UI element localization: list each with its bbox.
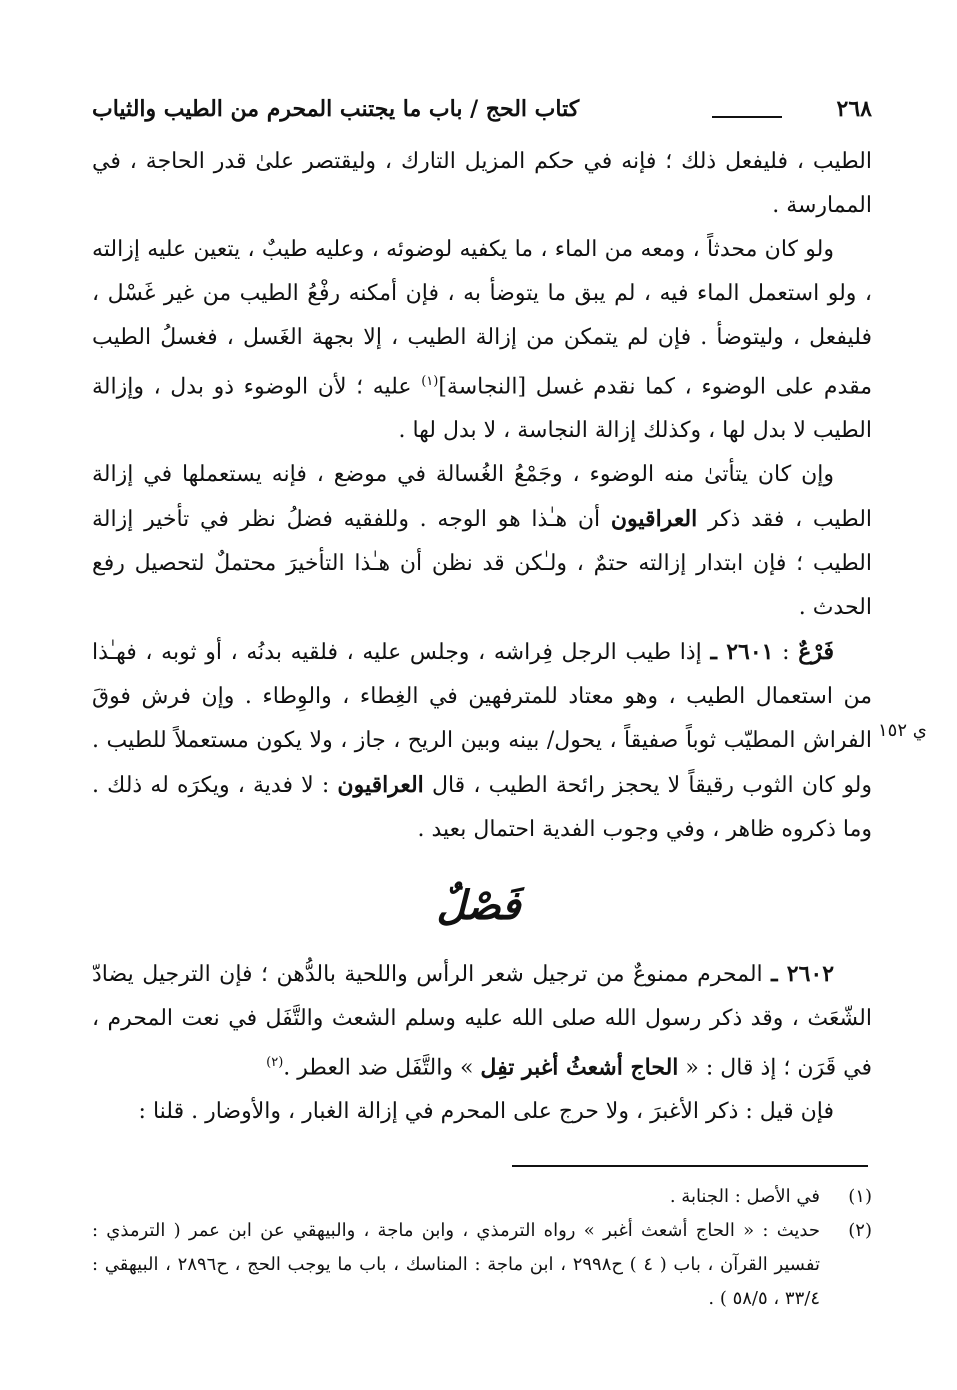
paragraph-text: : لا فدية ، ويكرَه له ذلك . وما ذكروه ظاهر ، وفي وجوب الفدية احتمال بعيد . [92, 773, 872, 843]
hadith-text: الحاج أشعثُ أغبر تفِل [480, 1054, 679, 1081]
margin-note: ي ١٥٢ [878, 720, 927, 741]
footnote-text: حديث : « الحاج أشعث أغبر » رواه الترمذي ، وابن ماجة ، والبيهقي عن ابن عمر ( الترمذي : تفسير القرآن ، باب ( ٤ ) ح٢٩٩٨ ، ابن ماجة : المناسك ، باب ما يوجب الحج ، ح٢٨٩٦ ، البيهقي : ٣٣/٤ ، ٥٨/٥ ) . [92, 1220, 820, 1309]
paragraph-text: أن هـٰذا هو الوجه . وللفقيه فضلُ نظر في تأخير إزالة الطيب ؛ فإن ابتدار إزالته حتمٌ ، ولـٰكن قد نظن أن هـٰذا التأخيرَ محتملٌ لتحصيل رفع الحدث . [92, 507, 872, 621]
section-text [92, 952, 872, 1134]
issue-number: ٢٦٠٢ ـ [771, 961, 835, 987]
footnote-rule [512, 1165, 868, 1167]
footnote [92, 1180, 872, 1214]
footnote-number: (٢) [848, 1220, 872, 1241]
paragraph-text: » والتَّفَل ضد العطر . [283, 1055, 474, 1081]
bold-term: العراقيون [610, 506, 698, 533]
paragraph: فإن قيل : ذكر الأغبرَ ، ولا حرج على المحرم في إزالة الغبار ، والأوضار . قلنا : [138, 1099, 834, 1125]
footnote [92, 1214, 872, 1316]
paragraph [92, 952, 872, 1090]
bold-term: العراقيون [337, 772, 424, 799]
footnote-ref: (١) [421, 374, 439, 389]
page-number: ٢٦٨ [836, 96, 872, 122]
issue-number: ٢٦٠١ ـ [710, 639, 774, 666]
footnote-number: (١) [848, 1186, 872, 1207]
far-paragraph: فَرْعٌ : ٢٦٠١ ـ إذا طيب الرجل فِراشه ، وجلس عليه ، فلقيه بدنُه ، أو ثوبه ، فهـٰذا من استعمال الطيب ، وهو معتاد للمترفهين في الغِطاء ، والوِطاء . وإن فرش فوقَ الفراش المطيّب ثوباً صفيقاً ، يحول/ بينه وبين الريح ، جاز ، ولا يكون مستعملاً للطيب . ولو كان الثوب رقيقاً لا يحجز رائحة الطيب ، قال العراقيون : لا فدية ، ويكرَه له ذلك . وما ذكروه ظاهر ، وفي وجوب الفدية احتمال بعيد . [92, 639, 873, 843]
paragraph-text: المحرم ممنوعٌ من ترجيل شعر الرأس واللحية بالدُّهن ؛ فإن الترجيل يضادّ الشّعَث ، وقد ذكر رسول الله صلى الله عليه وسلم الشعث والتَّفَل في نعت المحرم ، في قَرَن ؛ إذ قال : « [92, 962, 872, 1081]
paragraph: الطيب ، فليفعل ذلك ؛ فإنه في حكم المزيل التارك ، وليقتصر علىٰ قدر الحاجة ، في الممارسة . [92, 149, 872, 218]
page-header [92, 92, 872, 132]
footnotes [92, 1180, 872, 1316]
far-label: فَرْعٌ [798, 639, 834, 666]
paragraph-text: وإن كان يتأتىٰ منه الوضوء ، وجَمْعُ الغُسالة في موضع ، فإنه يستعملها في إزالة الطيب ، فقد ذكر [92, 462, 873, 533]
footnote-text: في الأصل : الجنابة . [669, 1186, 820, 1207]
running-title: كتاب الحج / باب ما يجتنب المحرم من الطيب والثياب [92, 96, 580, 122]
main-text [92, 140, 872, 852]
header-rule [712, 116, 782, 118]
paragraph-text: عليه ؛ لأن الوضوء ذو بدل ، وإزالة الطيب لا بدل لها ، وكذلك إزالة النجاسة ، لا بدل لها . [92, 374, 872, 444]
paragraph [92, 228, 872, 453]
section-title: فَصْلٌ [436, 882, 521, 929]
footnote-ref: (٢) [266, 1055, 284, 1070]
paragraph-text: إذا طيب الرجل فِراشه ، وجلس عليه ، فلقيه بدنُه ، أو ثوبه ، فهـٰذا من استعمال الطيب ، وهو معتاد للمترفهين في الغِطاء ، والوِطاء . وإن فرش فوقَ الفراش المطيّب ثوباً صفيقاً ، يحول/ بينه وبين الريح ، جاز ، ولا يكون مستعملاً للطيب . ولو كان الثوب رقيقاً لا يحجز رائحة الطيب ، قال [92, 640, 873, 799]
paragraph-text: ولو كان محدثاً ، ومعه من الماء ، ما يكفيه لوضوئه ، وعليه طيبٌ ، يتعين عليه إزالته ، ولو استعمل الماء فيه ، لم يبق ما يتوضأ به ، فإن أمكنه رفْعُ الطيب من غير غَسْل ، فليفعل ، وليتوضأ . فإن لم يتمكن من إزالة الطيب ، إلا بجهة الغَسل ، فغسلُ الطيب مقدم على الوضوء ، كما نقدم غسل [النجاسة] [92, 237, 872, 400]
paragraph [92, 453, 872, 630]
